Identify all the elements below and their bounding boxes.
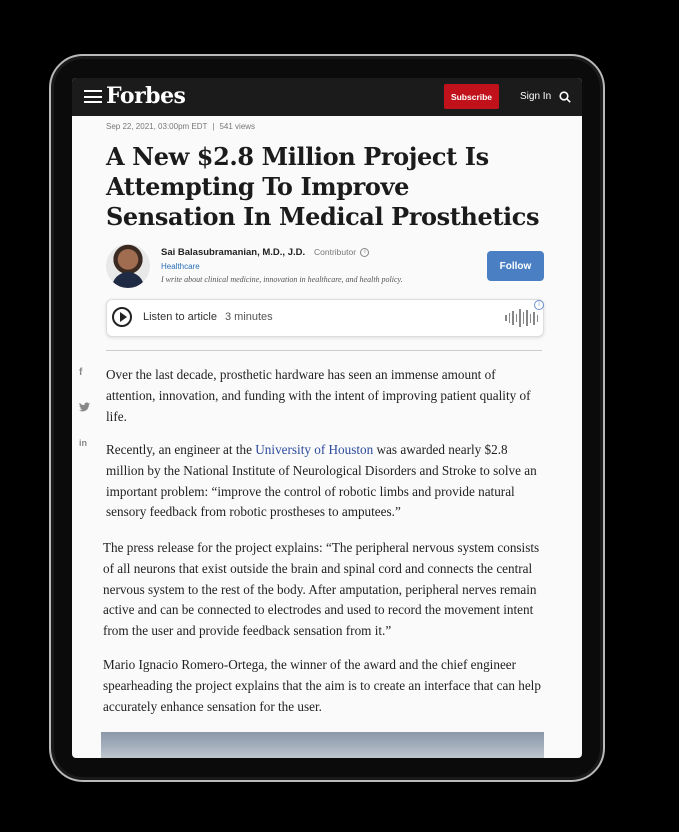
- paragraph-text: Recently, an engineer at the: [106, 442, 256, 457]
- top-nav-bar: [72, 78, 582, 116]
- audio-duration: 3 minutes: [224, 311, 273, 323]
- article-paragraph: The press release for the project explains: “The peripheral nervous system consists of all neurons that exist outside the brain and spinal cord and connects the central nervous system to the rest of the body. After amputation, peripheral nerves remain active and can be connected to electrodes and used to record the movement intent from the user and provide feedback sensation from it.”: [103, 540, 540, 639]
- divider: [106, 350, 542, 351]
- contributor-role: Contributor: [314, 247, 357, 257]
- info-icon[interactable]: i: [360, 248, 369, 257]
- article-paragraph: Over the last decade, prosthetic hardware has seen an immense amount of attention, innovation, and funding with the intent of improving patient quality of life.: [106, 367, 531, 424]
- play-icon[interactable]: [112, 307, 132, 327]
- view-count: 541 views: [219, 122, 256, 131]
- browser-screen: [72, 78, 582, 758]
- author-bio: I write about clinical medicine, innovation in healthcare, and health policy.: [161, 275, 403, 284]
- follow-button[interactable]: Follow: [487, 251, 544, 281]
- sign-in-link[interactable]: Sign In: [520, 91, 552, 102]
- audio-player[interactable]: [106, 299, 544, 337]
- ad-info-icon[interactable]: i: [534, 300, 544, 310]
- university-of-houston-link[interactable]: University of Houston: [255, 442, 374, 457]
- article-meta: Sep 22, 2021, 03:00pm EDT | 541 views: [106, 122, 256, 131]
- linkedin-share-icon[interactable]: in: [79, 438, 87, 448]
- article-image: [101, 732, 544, 758]
- article-paragraph: Mario Ignacio Romero-Ortega, the winner of the award and the chief engineer spearheading the project explains that the aim is to create an interface that can help accurately enhance sensation for the user.: [103, 657, 541, 714]
- listen-label: Listen to article: [143, 311, 217, 323]
- author-avatar[interactable]: [106, 244, 150, 288]
- audio-label: [143, 311, 273, 323]
- facebook-share-icon[interactable]: f: [79, 367, 83, 378]
- author-name[interactable]: Sai Balasubramanian, M.D., J.D.: [161, 247, 306, 258]
- waveform-icon: [505, 308, 538, 328]
- author-section-link[interactable]: Healthcare: [161, 262, 200, 271]
- forbes-logo[interactable]: Forbes: [106, 83, 186, 109]
- article-title: A New $2.8 Million Project Is Attempting To Improve Sensation In Medical Prosthetics: [106, 142, 540, 231]
- menu-icon[interactable]: [84, 90, 102, 103]
- contributor-label: [314, 247, 369, 257]
- twitter-share-icon[interactable]: [79, 402, 90, 412]
- search-icon[interactable]: [559, 91, 571, 103]
- subscribe-button[interactable]: Subscribe: [444, 84, 499, 109]
- paragraph-text: was awarded nearly $2.8 million by the National Institute of Neurological Disorders and Stroke to solve an important problem: “improve the control of robotic limbs and provide natural sensory feedback from robotic prostheses to amputees.”: [106, 442, 537, 520]
- publish-date: Sep 22, 2021, 03:00pm EDT: [106, 122, 208, 131]
- article-paragraph: [106, 440, 546, 523]
